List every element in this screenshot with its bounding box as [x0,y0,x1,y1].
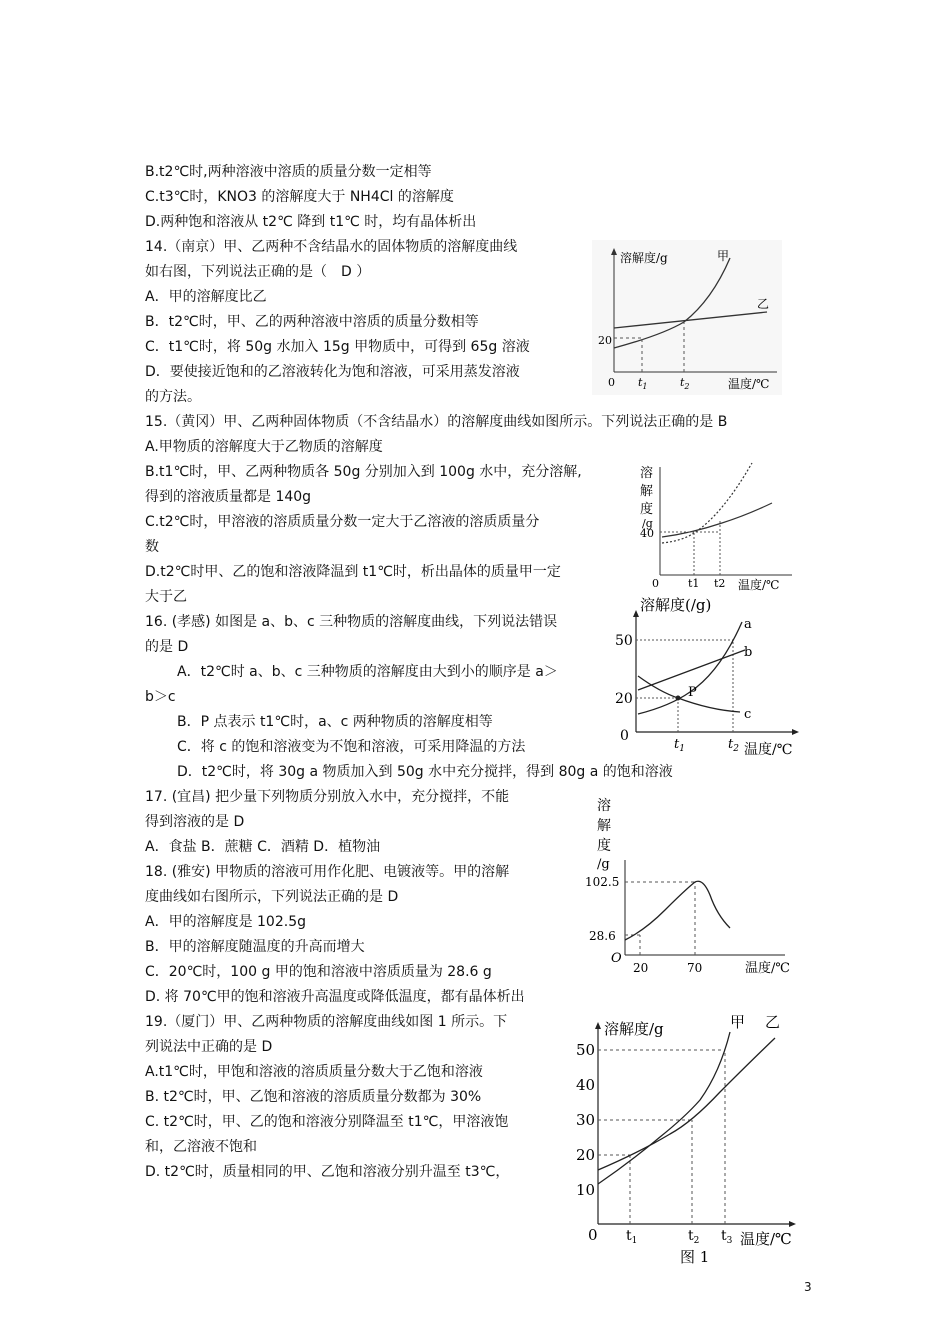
option-a: A．甲的溶解度是 102.5g [145,914,306,930]
x-tick-label: $t_2$ [688,1228,700,1246]
label-p: P [688,685,697,700]
question-15: 15.（黄冈）甲、乙两种固体物质（不含结晶水）的溶解度曲线如图所示。下列说法正确的是 B [145,414,728,430]
option-b: B. t2℃时，甲、乙饱和溶液的溶质质量分数都为 30% [145,1089,482,1105]
x-tick-label: $t_1$ [674,737,685,754]
label-yi: 乙 [757,297,770,311]
option-c: C．将 c 的饱和溶液变为不饱和溶液，可采用降温的方法 [177,739,526,755]
x-axis-label: 温度/℃ [728,377,770,391]
y-tick-label: 20 [615,691,633,707]
y-axis-label: 溶解度(/g) [640,596,712,614]
option-a: A．t2℃时 a、b、c 三种物质的溶解度由大到小的顺序是 a＞ [177,664,558,680]
option-d: D．要使接近饱和的乙溶液转化为饱和溶液，可采用蒸发溶液 [145,364,520,380]
text-line: b＞c [145,689,176,705]
origin-label: 0 [588,1226,598,1244]
x-axis-label: 温度/℃ [745,961,790,976]
y-axis-label: 溶解度/g [604,1020,664,1038]
origin-label: 0 [608,376,615,389]
y-axis-label: 度 [640,502,654,517]
y-tick-label: 50 [576,1041,596,1059]
text-line: 列说法中正确的是 D [145,1039,273,1055]
question-17: 17. (宜昌) 把少量下列物质分别放入水中，充分搅拌，不能 [145,789,510,805]
figure-18-solubility-chart [585,790,805,980]
text-line: C.t3℃时，KNO3 的溶解度大于 NH4Cl 的溶解度 [145,189,454,205]
point-p [676,696,681,701]
option-b: B．P 点表示 t1℃时，a、c 两种物质的溶解度相等 [177,714,493,730]
option-d: D. 将 70℃甲的饱和溶液升高温度或降低温度，都有晶体析出 [145,989,525,1005]
y-tick-label: 20 [598,334,612,347]
x-axis-label: 温度/℃ [740,1230,792,1248]
y-tick-label: 10 [576,1181,596,1199]
option-a: A.甲物质的溶解度大于乙物质的溶解度 [145,439,383,455]
question-19: 19.（厦门）甲、乙两种物质的溶解度曲线如图 1 所示。下 [145,1014,508,1030]
option-c: C. t2℃时，甲、乙的饱和溶液分别降温至 t1℃，甲溶液饱 [145,1114,509,1130]
option-b: B.t1℃时，甲、乙两种物质各 50g 分别加入到 100g 水中，充分溶解, [145,464,582,480]
y-tick-label: 40 [576,1076,596,1094]
text-line: 的是 D [145,639,189,655]
x-tick-label: $t_2$ [680,376,690,391]
text-line: 得到溶液的是 D [145,814,245,830]
question-14: 14.（南京）甲、乙两种不含结晶水的固体物质的溶解度曲线 [145,239,518,255]
x-tick-label: $t_3$ [721,1228,733,1246]
y-tick-label: 50 [615,633,633,649]
figure-caption: 图 1 [680,1248,710,1266]
y-axis-label: 溶解度/g [620,251,668,265]
figure-16-solubility-chart [610,592,810,760]
y-tick-label: 40 [640,527,654,540]
option-b: B．t2℃时，甲、乙的两种溶液中溶质的质量分数相等 [145,314,479,330]
label-b: b [744,645,753,660]
x-tick-label: $t_2$ [728,737,739,754]
options: A．食盐 B．蔗糖 C．酒精 D．植物油 [145,839,381,855]
x-tick-label: 20 [633,961,649,975]
text-line: 和，乙溶液不饱和 [145,1139,257,1155]
curve-jia [625,881,730,940]
text-line: B.t2℃时,两种溶液中溶质的质量分数一定相等 [145,164,432,180]
origin-label: 0 [620,728,629,744]
text-line: 如右图，下列说法正确的是（ D ） [145,264,371,280]
option-d: D.t2℃时甲、乙的饱和溶液降温到 t1℃时，析出晶体的质量甲一定 [145,564,561,580]
y-tick-label: 102.5 [585,875,620,889]
label-jia: 甲 [717,249,730,263]
y-axis-label: 溶 [597,798,611,814]
y-tick-label: 20 [576,1146,596,1164]
figure-14-solubility-chart [592,240,782,395]
y-tick-label: 28.6 [589,929,616,943]
option-d: D．t2℃时，将 30g a 物质加入到 50g 水中充分搅拌，得到 80g a 的饱和溶液 [177,764,673,780]
curve-b [638,650,745,690]
label-c: c [744,707,752,722]
curve-a [638,622,742,714]
y-axis-label: /g [597,857,610,872]
x-tick-label: t2 [714,577,726,590]
y-axis-label: 解 [597,818,611,834]
x-axis-label: 温度/℃ [738,578,780,592]
x-axis-label: 温度/℃ [744,742,793,758]
y-axis-label: 溶 [640,466,654,481]
y-tick-label: 30 [576,1111,596,1129]
page-number: 3 [804,1280,812,1294]
x-tick-label: t1 [688,577,700,590]
figure-15-solubility-chart [632,455,800,595]
x-tick-label: $t_1$ [638,376,648,391]
option-a: A.t1℃时，甲饱和溶液的溶质质量分数大于乙饱和溶液 [145,1064,483,1080]
option-a: A．甲的溶解度比乙 [145,289,267,305]
option-c: C.t2℃时，甲溶液的溶质质量分数一定大于乙溶液的溶质质量分 [145,514,540,530]
question-16: 16. (孝感) 如图是 a、b、c 三种物质的溶解度曲线，下列说法错误 [145,614,558,630]
label-a: a [744,617,752,632]
curve-jia [662,463,752,543]
text-line: 大于乙 [145,589,187,605]
x-tick-label: 70 [687,961,703,975]
origin-label: O [611,951,622,966]
y-axis-label: 解 [640,484,654,499]
option-c: C．20℃时，100 g 甲的饱和溶液中溶质质量为 28.6 g [145,964,492,980]
text-line: 的方法。 [145,389,201,405]
question-18: 18. (雅安) 甲物质的溶液可用作化肥、电镀液等。甲的溶解 [145,864,510,880]
text-line: 度曲线如右图所示，下列说法正确的是 D [145,889,399,905]
option-b: B．甲的溶解度随温度的升高而增大 [145,939,365,955]
label-jia: 甲 [730,1013,746,1031]
text-line: 得到的溶液质量都是 140g [145,489,312,505]
y-axis-label: 度 [597,838,611,854]
x-tick-label: $t_1$ [626,1228,638,1246]
y-axis-label: /g [642,517,653,530]
option-c: C．t1℃时，将 50g 水加入 15g 甲物质中，可得到 65g 溶液 [145,339,530,355]
text-line: 数 [145,539,159,555]
figure-19-solubility-chart [570,1012,810,1274]
label-yi: 乙 [765,1013,781,1031]
origin-label: 0 [652,577,659,590]
option-d: D. t2℃时，质量相同的甲、乙饱和溶液分别升温至 t3℃， [145,1164,510,1180]
curve-yi [598,1038,775,1170]
text-line: D.两种饱和溶液从 t2℃ 降到 t1℃ 时，均有晶体析出 [145,214,477,230]
